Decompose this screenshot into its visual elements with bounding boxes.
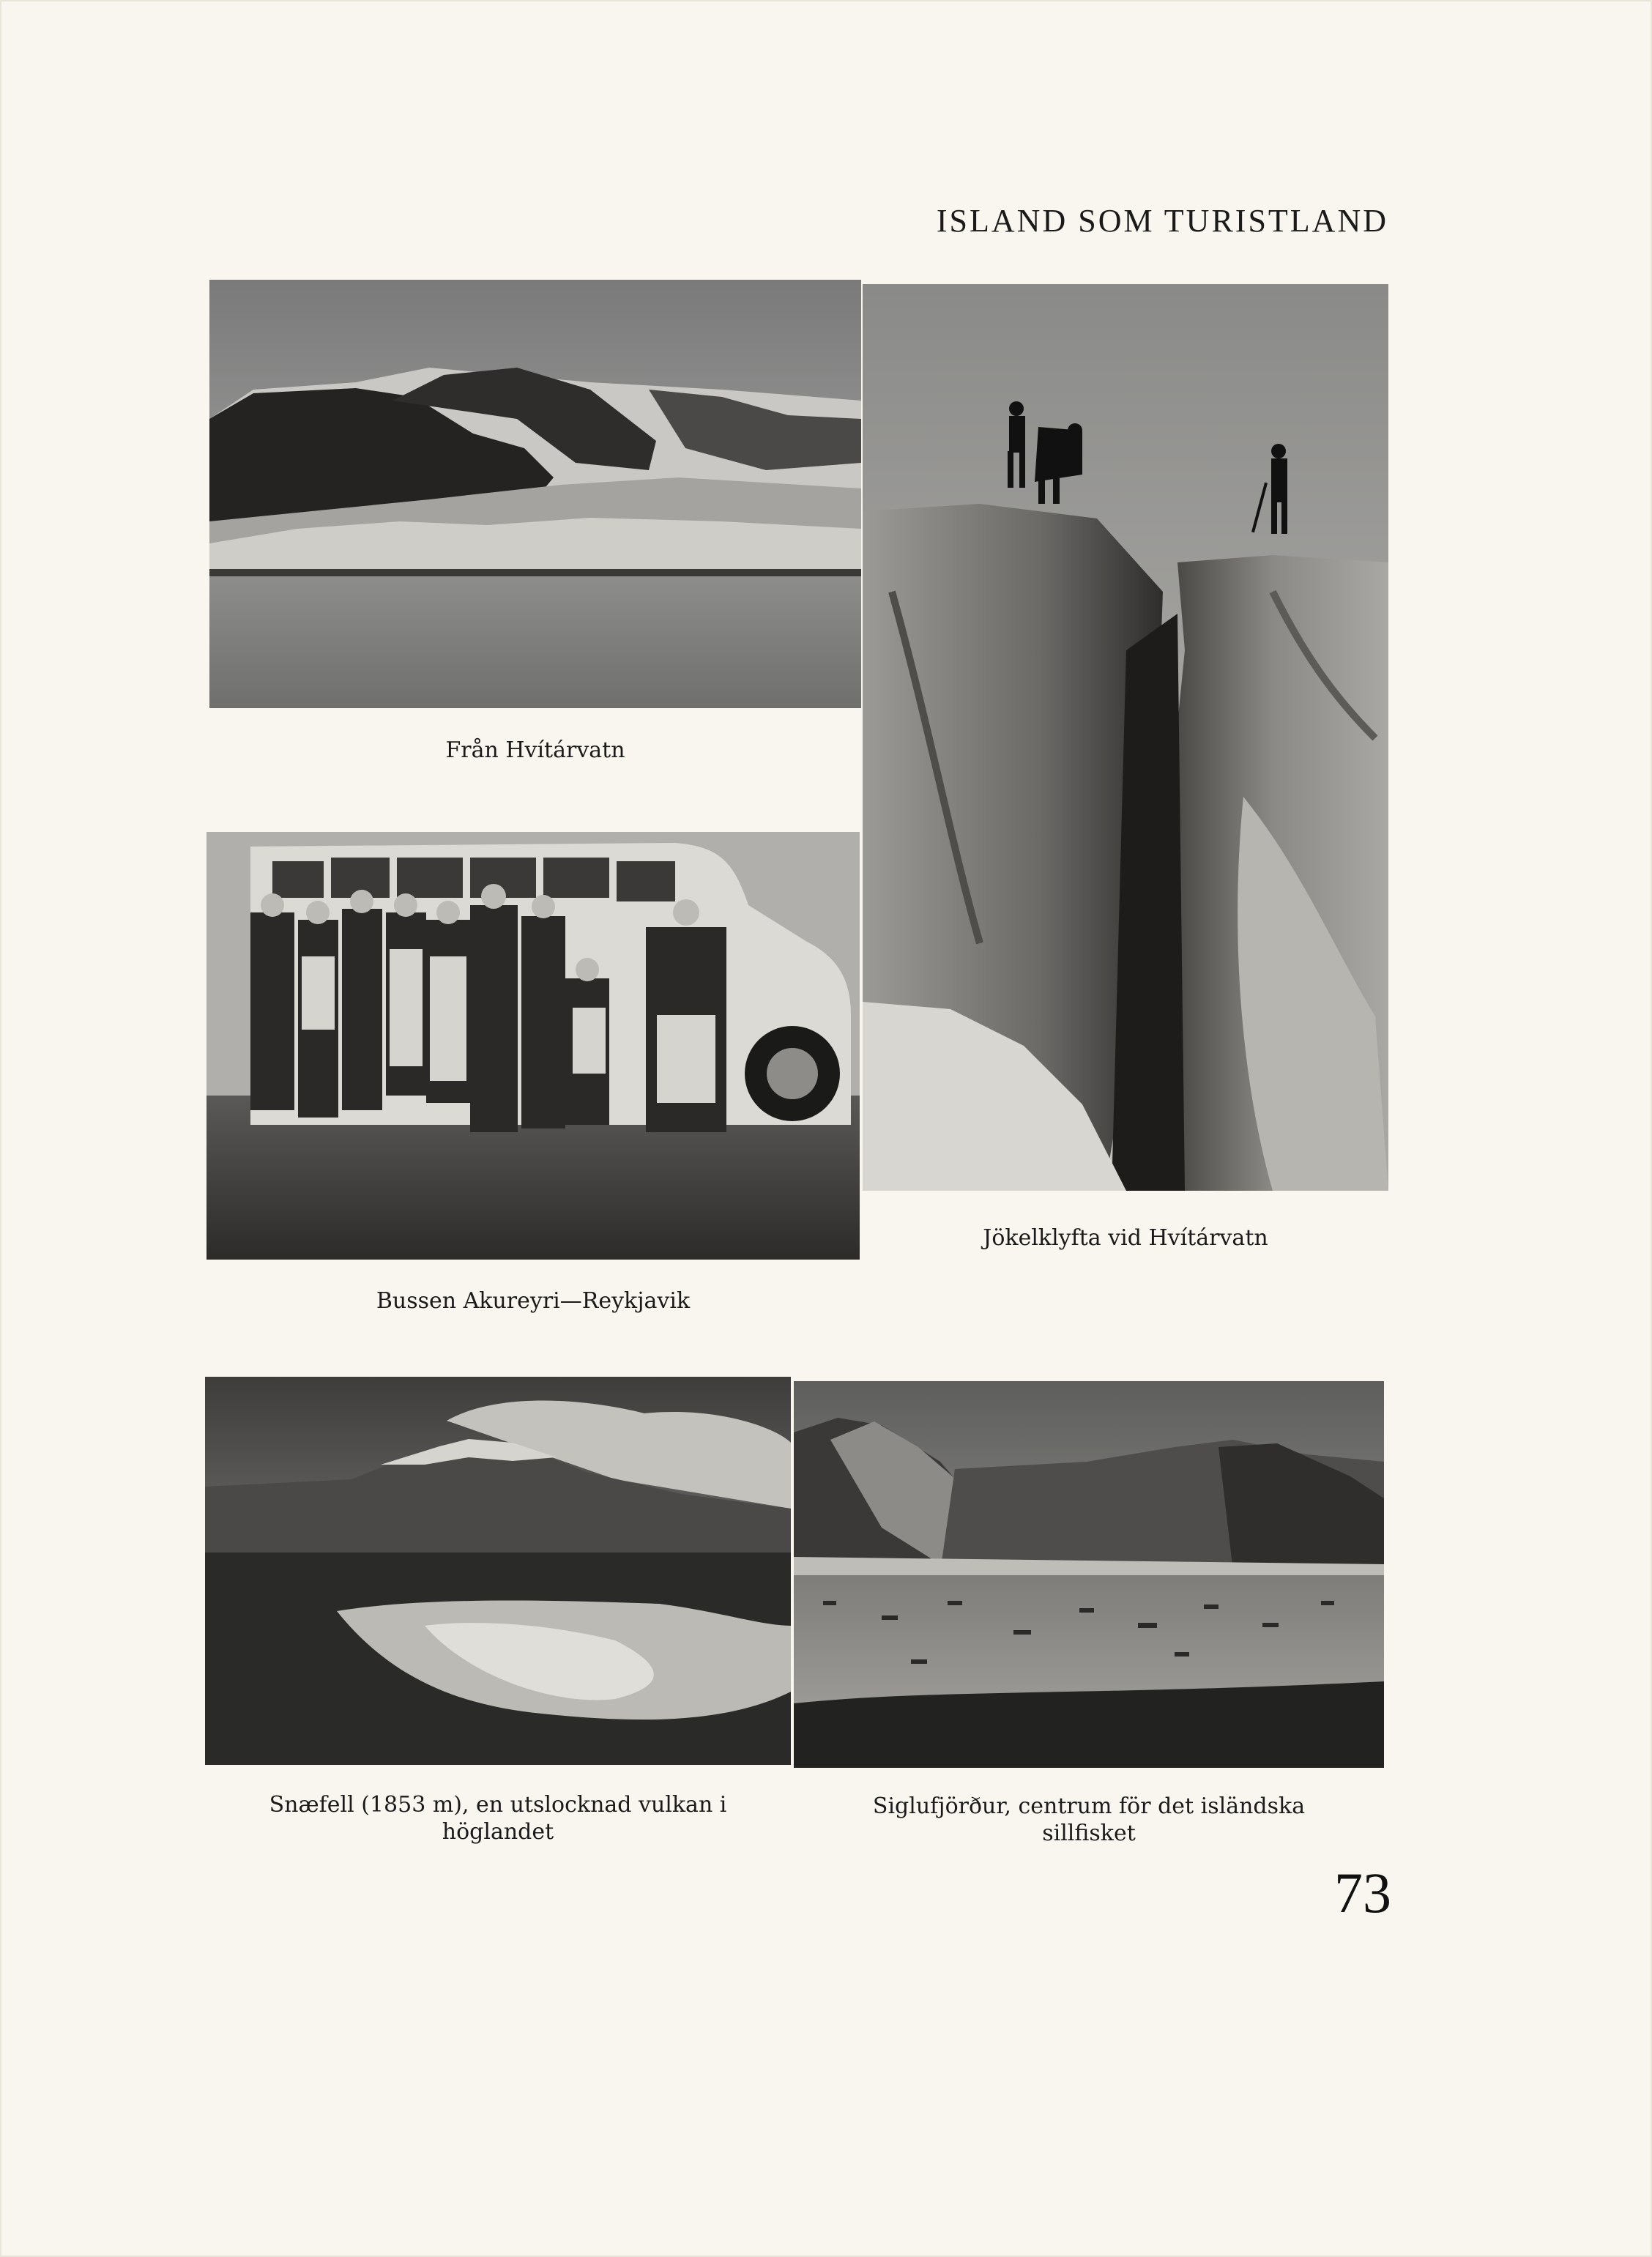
caption-snaefell-line1: Snæfell (1853 m), en utslocknad vulkan i bbox=[269, 1792, 727, 1818]
photo-siglufjordur bbox=[794, 1381, 1384, 1768]
caption-siglufjordur-line2: sillfisket bbox=[1042, 1821, 1136, 1846]
caption-bussen: Bussen Akureyri—Reykjavik bbox=[376, 1288, 691, 1314]
caption-siglufjordur bbox=[794, 1793, 1384, 1847]
photo-bussen bbox=[206, 832, 860, 1260]
page-number: 73 bbox=[1334, 1861, 1391, 1925]
caption-siglufjordur-line1: Siglufjörður, centrum för det isländska bbox=[872, 1793, 1306, 1819]
caption-snaefell bbox=[205, 1791, 791, 1845]
photo-jokelklyfta bbox=[863, 284, 1388, 1191]
caption-hvitarvatn: Från Hvítárvatn bbox=[445, 737, 625, 763]
photo-snaefell bbox=[205, 1377, 791, 1765]
caption-jokelklyfta: Jökelklyfta vid Hvítárvatn bbox=[983, 1225, 1268, 1251]
photo-hvitarvatn bbox=[209, 280, 861, 708]
caption-snaefell-line2: höglandet bbox=[442, 1819, 554, 1845]
running-header: ISLAND SOM TURISTLAND bbox=[936, 203, 1388, 239]
